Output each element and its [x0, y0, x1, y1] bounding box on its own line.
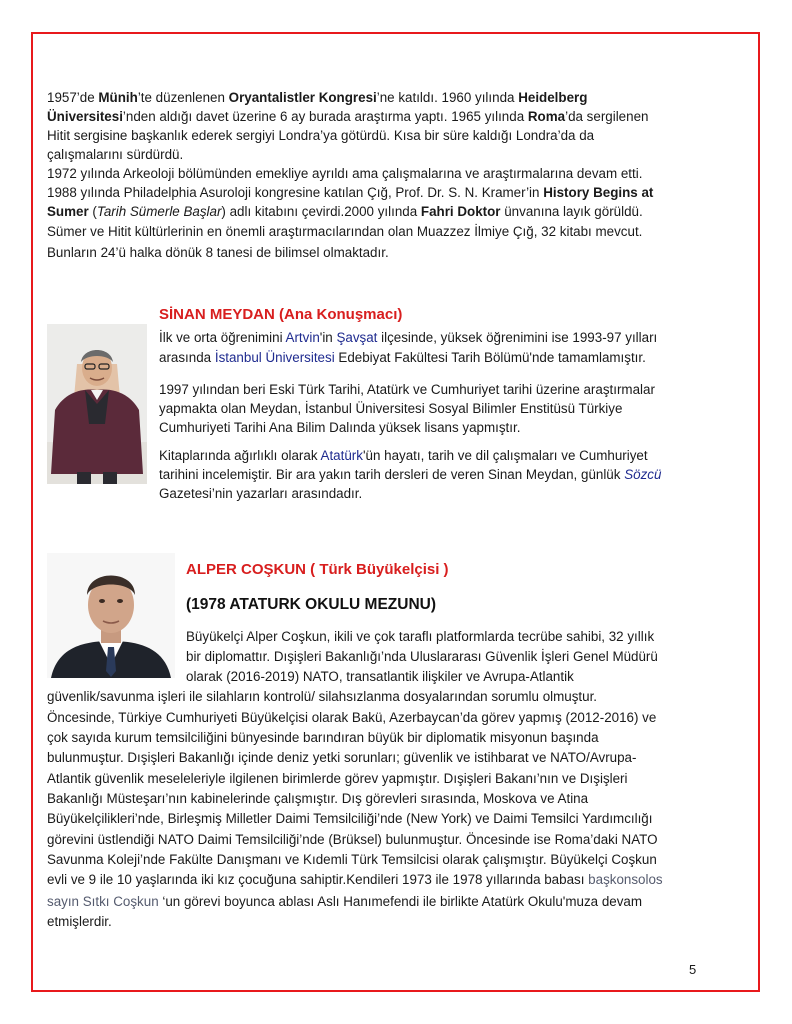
- text: Kitaplarında ağırlıklı olarak: [159, 448, 321, 463]
- text: (: [88, 204, 97, 219]
- alper-bio-line: Bakanlığı Müsteşarı’nın kabinelerinde çalışmıştır. Dış görevleri sırasında, Moskova ve Atina: [47, 791, 589, 806]
- sinan-bio-line: [159, 465, 661, 484]
- savsat-link[interactable]: Şavşat: [336, 330, 378, 345]
- alper-bio-line: [47, 870, 663, 889]
- bold-text: Münih: [98, 90, 138, 105]
- text: 'in: [319, 330, 337, 345]
- sinan-bio-line: 1997 yılından beri Eski Türk Tarihi, Atatürk ve Cumhuriyet tarihi üzerine araştırmalar: [159, 382, 655, 397]
- text: ) adlı kitabını çevirdi.2000 yılında: [221, 204, 421, 219]
- gray-text: başkonsolos: [588, 872, 663, 887]
- text: Edebiyat Fakültesi Tarih Bölümü'nde tamamlamıştır.: [334, 350, 646, 365]
- sinan-meydan-photo: [47, 324, 147, 484]
- istanbul-universitesi-link[interactable]: İstanbul Üniversitesi: [214, 350, 335, 365]
- bold-text: Fahri Doktor: [420, 204, 501, 219]
- alper-bio-line: bir diplomattır. Dışişleri Bakanlığı’nda Uluslararası Güvenlik İşleri Genel Müdürü: [186, 649, 658, 664]
- text: Kendileri 1973 ile 1978 yıllarında babası: [346, 872, 589, 887]
- intro-line: [47, 88, 697, 107]
- bold-text: Roma: [527, 109, 566, 124]
- portrait-image: [47, 553, 175, 678]
- alper-bio-line: Büyükelçi Alper Coşkun, ikili ve çok taraflı platformlarda tecrübe sahibi, 32 yıllık: [186, 629, 655, 644]
- intro-line: Hitit sergisine başkanlık ederek sergiyi Londra’ya götürdü. Kısa bir süre kaldığı Londra’da da: [47, 128, 595, 143]
- text: ünvanına layık görüldü.: [500, 204, 643, 219]
- text: ’nden aldığı davet üzerine 6 ay burada araştırma yaptı. 1965 yılında: [122, 109, 528, 124]
- text: İlk ve orta öğrenimini: [159, 330, 286, 345]
- alper-bio-line: görevini üstlendiği NATO Daimi Temsilciliği’nde (Brüksel) bulunmuştur. Öncesinde ise Roma’daki NATO: [47, 832, 658, 847]
- sinan-bio-line: [159, 348, 646, 367]
- text: 1988 yılında Philadelphia Asuroloji kongresine katılan Çığ, Prof. Dr. S. N. Kramer’in: [47, 185, 544, 200]
- text: ‘un görevi boyunca ablası Aslı Hanımefendi ile birlikte Atatürk Okulu'muza devam: [162, 894, 643, 909]
- text: tarihini incelemiştir. Bir ara yakın tarih dersleri de veren Sinan Meydan, günlük: [159, 467, 625, 482]
- alper-bio-line: çok sayıda kurum temsilciliğini bünyesinde barındıran büyük bir diplomatik misyonun başında: [47, 730, 599, 745]
- alper-coskun-heading: ALPER COŞKUN ( Türk Büyükelçisi ): [186, 561, 449, 578]
- text: evli ve 9 ile 10 yaşlarında iki kız çocuğuna sahiptir.: [47, 872, 347, 887]
- alper-bio-line: etmişlerdir.: [47, 914, 112, 929]
- ataturk-link[interactable]: Atatürk: [320, 448, 363, 463]
- alper-bio-line: Atlantik güvenlik meseleleriyle ilgilenen birimlerde görev yapmıştır. Dışişleri Bakanı’nın ve Dışişleri: [47, 771, 628, 786]
- intro-line: [47, 183, 697, 202]
- bold-text: Sumer: [47, 204, 89, 219]
- sozcu-link[interactable]: Sözcü: [624, 467, 662, 482]
- artvin-link[interactable]: Artvin: [285, 330, 320, 345]
- italic-text: Tarih Sümerle Başlar: [96, 204, 222, 219]
- alper-bio-line: Büyükelçilikleri’nde, Birleşmiş Milletler Daimi Temsilciliği’nde (New York) ve Daimi Temsilci Yardımcılığı: [47, 811, 653, 826]
- page-number: 5: [689, 962, 697, 977]
- intro-line: çalışmalarını sürdürdü.: [47, 147, 184, 162]
- text: ’da sergilenen: [565, 109, 649, 124]
- alper-bio-line: Öncesinde, Türkiye Cumhuriyeti Büyükelçisi olarak Bakü, Azerbaycan’da görev yapmış (2012-2016) ve: [47, 710, 657, 725]
- bold-text: Üniversitesi: [47, 109, 123, 124]
- bold-text: Oryantalistler Kongresi: [228, 90, 377, 105]
- sinan-bio-line: yapmakta olan Meydan, İstanbul Üniversitesi Sosyal Bilimler Enstitüsü Türkiye: [159, 401, 623, 416]
- alper-bio-line: [47, 892, 642, 911]
- text: 1957’de: [47, 90, 99, 105]
- text: 'ün hayatı, tarih ve dil çalışmaları ve Cumhuriyet: [362, 448, 648, 463]
- sinan-bio-line: Cumhuriyeti Tarihi Ana Bilim Dalında yüksek lisans yapmıştır.: [159, 420, 521, 435]
- intro-line: Bunların 24’ü halka dönük 8 tanesi de bilimsel olmaktadır.: [47, 245, 389, 260]
- bold-text: Heidelberg: [518, 90, 588, 105]
- gray-text: sayın Sıtkı Coşkun: [47, 894, 163, 909]
- text: ’ne katıldı. 1960 yılında: [376, 90, 519, 105]
- alper-coskun-photo: [47, 553, 175, 678]
- intro-line: [47, 107, 697, 126]
- alper-bio-line: olarak (2016-2019) NATO, transatlantik ilişkiler ve Avrupa-Atlantik: [186, 669, 574, 684]
- sinan-meydan-heading: SİNAN MEYDAN (Ana Konuşmacı): [159, 306, 403, 323]
- intro-line: [47, 202, 697, 221]
- alper-bio-line: Savunma Koleji’nde Fakülte Danışmanı ve Kıdemli Türk Temsilcisi olarak çalışmıştır. Büyükelçi Coşkun: [47, 852, 657, 867]
- alper-coskun-subheading: (1978 ATATURK OKULU MEZUNU): [186, 596, 437, 613]
- portrait-image: [47, 324, 147, 484]
- sinan-bio-line: Gazetesi’nin yazarları arasındadır.: [159, 486, 363, 501]
- intro-line: 1972 yılında Arkeoloji bölümünden emekliye ayrıldı ama çalışmalarına ve araştırmalarına devam etti.: [47, 166, 643, 181]
- alper-bio-line: güvenlik/savunma işleri ile silahların kontrolü/ silahsızlanma dosyalarından sorumlu olmuştur.: [47, 689, 598, 704]
- text: ’te düzenlenen: [137, 90, 229, 105]
- sinan-bio-line: [159, 446, 648, 465]
- text: arasında: [159, 350, 215, 365]
- sinan-bio-line: [159, 328, 657, 347]
- intro-line: Sümer ve Hitit kültürlerinin en önemli araştırmacılarından olan Muazzez İlmiye Çığ, 32 kitabı mevcut.: [47, 224, 643, 239]
- alper-bio-line: bulunmuştur. Dışişleri Bakanlığı içinde deniz yetki sorunları; güvenlik ve istihbarat ve NATO/Avrupa-: [47, 750, 637, 765]
- text: ilçesinde, yüksek öğrenimini ise 1993-97 yılları: [377, 330, 658, 345]
- bold-text: History Begins at: [543, 185, 654, 200]
